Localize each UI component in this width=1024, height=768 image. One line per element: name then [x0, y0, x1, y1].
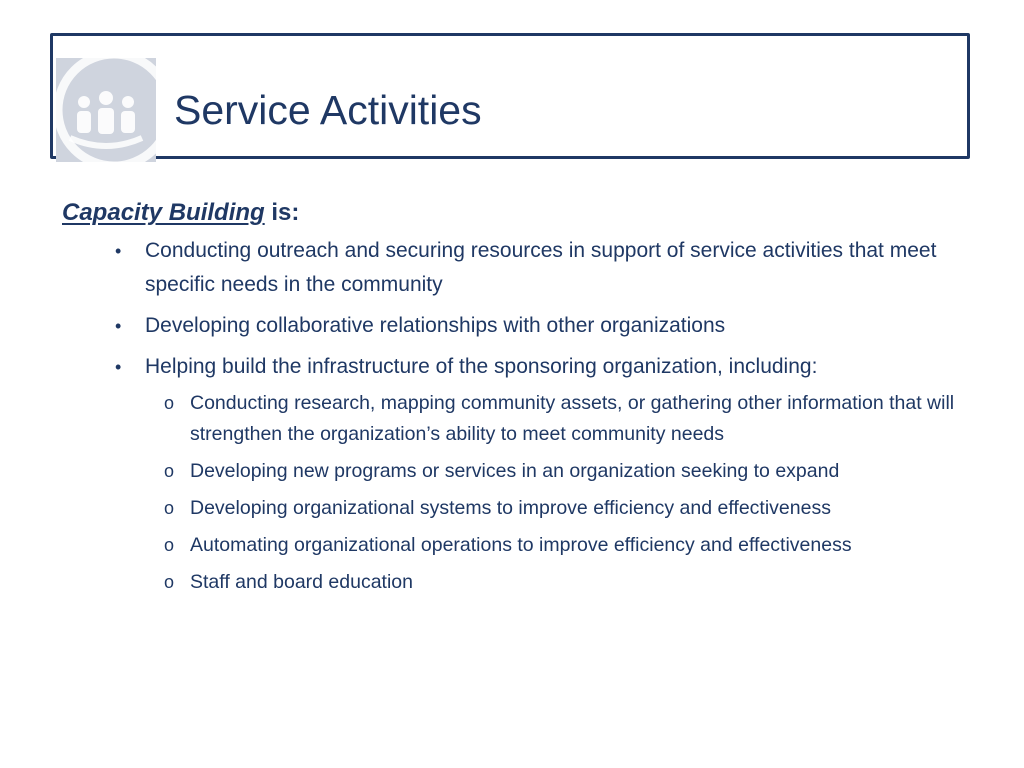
section-heading [62, 196, 972, 230]
heading-suffix: is: [264, 199, 300, 226]
sub-list-item [62, 567, 972, 598]
sub-bullet-text: Developing organizational systems to improve efficiency and effectiveness [190, 497, 831, 519]
sub-list-item [62, 388, 972, 450]
bullet-icon: • [115, 241, 122, 261]
people-group-logo-icon [56, 58, 156, 162]
circle-bullet-icon: o [164, 535, 175, 555]
logo-icon [56, 58, 156, 162]
slide-title: Service Activities [174, 87, 482, 133]
sub-bullet-list [62, 388, 972, 598]
sub-list-item [62, 456, 972, 487]
circle-bullet-icon: o [164, 461, 175, 481]
sub-list-item [62, 530, 972, 561]
slide-content [62, 196, 972, 605]
list-item [62, 234, 972, 302]
bullet-icon: • [115, 357, 122, 377]
circle-bullet-icon: o [164, 498, 175, 518]
sub-bullet-text: Developing new programs or services in an organization seeking to expand [190, 460, 840, 482]
bullet-text: Helping build the infrastructure of the sponsoring organization, including: [145, 355, 818, 378]
title-frame [50, 33, 970, 159]
bullet-list [62, 234, 972, 598]
heading-term: Capacity Building [62, 199, 265, 226]
bullet-text: Conducting outreach and securing resources in support of service activities that meet specific needs in the community [145, 239, 937, 296]
list-item [62, 350, 972, 598]
list-item [62, 309, 972, 343]
sub-bullet-text: Staff and board education [190, 571, 413, 593]
circle-bullet-icon: o [164, 572, 175, 592]
sub-bullet-text: Conducting research, mapping community assets, or gathering other information that will strengthen the organization’s ability to meet community needs [190, 392, 955, 445]
circle-bullet-icon: o [164, 393, 175, 413]
sub-list-item [62, 493, 972, 524]
sub-bullet-text: Automating organizational operations to improve efficiency and effectiveness [190, 534, 852, 556]
bullet-icon: • [115, 316, 122, 336]
bullet-text: Developing collaborative relationships with other organizations [145, 314, 726, 337]
